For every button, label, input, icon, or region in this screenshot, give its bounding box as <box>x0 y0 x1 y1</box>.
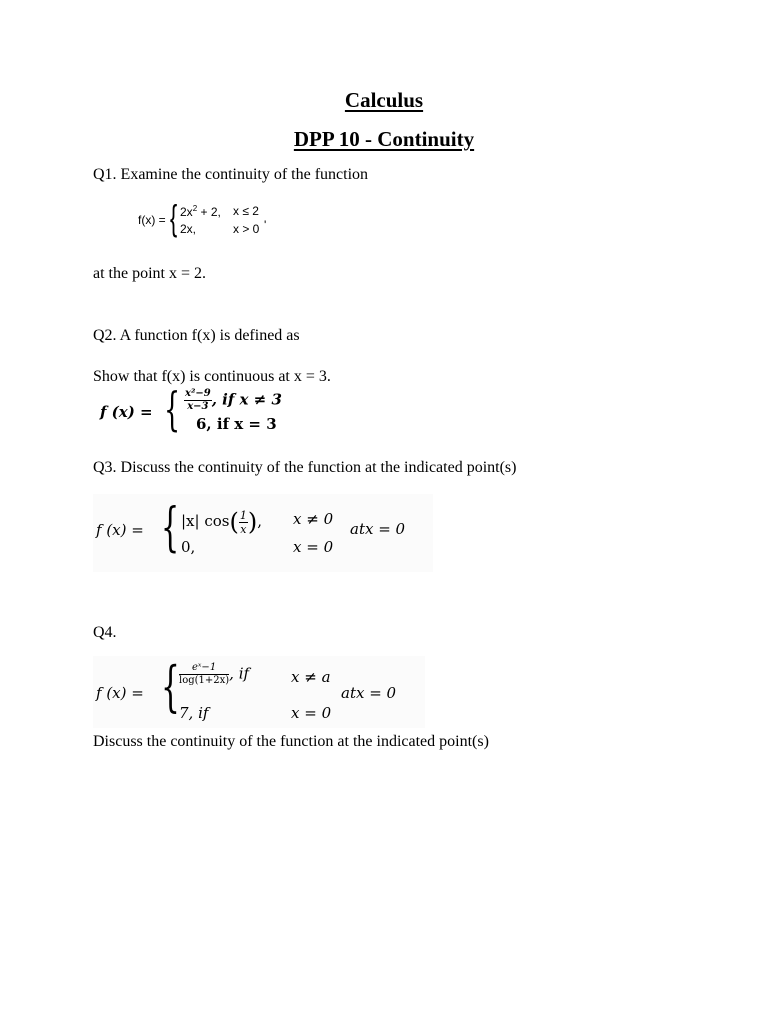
q1-brace: { <box>170 197 178 238</box>
page-title: Calculus <box>344 88 424 112</box>
q4-label: Q4. <box>93 624 117 641</box>
q3-case1-cond: x ≠ 0 <box>293 510 334 528</box>
q1-case1: $2x^2 + 2$, <box>180 204 221 219</box>
q4-formula <box>93 656 425 728</box>
q2-show: Show that f(x) is continuous at x = 3. <box>93 368 331 385</box>
q4-case2-cond: x = 0 <box>291 704 332 722</box>
q2-formula <box>100 382 330 438</box>
q4-at: atx = 0 <box>341 684 397 702</box>
q2-case1: $\frac{\text{x²−9}}{x-3}$ , if x ≠ 3 <box>185 388 282 412</box>
q4-lhs: f (x) = <box>96 684 144 702</box>
q2-case2: 6, if x = 3 <box>196 415 277 433</box>
q3-case1: |x| cos( $\frac{1}{x}$ ), <box>181 508 262 536</box>
q3-case2-cond: x = 0 <box>293 538 334 556</box>
q3-lhs: f (x) = <box>96 521 144 539</box>
q4-tail: Discuss the continuity of the function at the indicated point(s) <box>93 733 489 750</box>
q3-formula <box>93 494 433 572</box>
q1-case2-cond: x > 0 <box>233 222 260 236</box>
q2-lhs: f (x) = <box>100 403 153 421</box>
q1-case1-cond: x ≤ 2 <box>233 204 259 218</box>
q1-lhs: f(x) = <box>138 213 166 227</box>
q1-tail: at the point x = 2. <box>93 265 207 282</box>
q4-case1-cond: x ≠ a <box>291 668 331 686</box>
q1-end-mark: ' <box>264 218 267 232</box>
q3-prompt: Q3. Discuss the continuity of the function at the indicated point(s) <box>93 459 517 476</box>
q4-case2: 7, if <box>179 704 209 722</box>
q2-brace: { <box>164 382 181 436</box>
q3-case2: 0, <box>181 538 196 556</box>
q3-brace: { <box>161 498 180 558</box>
q4-case1: $\frac{\text{eˣ−1}}{\log(1+2x)}$ , if <box>179 662 250 686</box>
q1-formula <box>138 197 278 242</box>
q1-case2: 2x, <box>180 222 197 236</box>
page-subtitle: DPP 10 - Continuity <box>293 127 475 151</box>
q4-brace: { <box>161 655 180 718</box>
q2-prompt: Q2. A function f(x) is defined as <box>93 327 300 344</box>
q1-prompt: Q1. Examine the continuity of the function <box>93 166 369 183</box>
q3-at: atx = 0 <box>350 520 406 538</box>
